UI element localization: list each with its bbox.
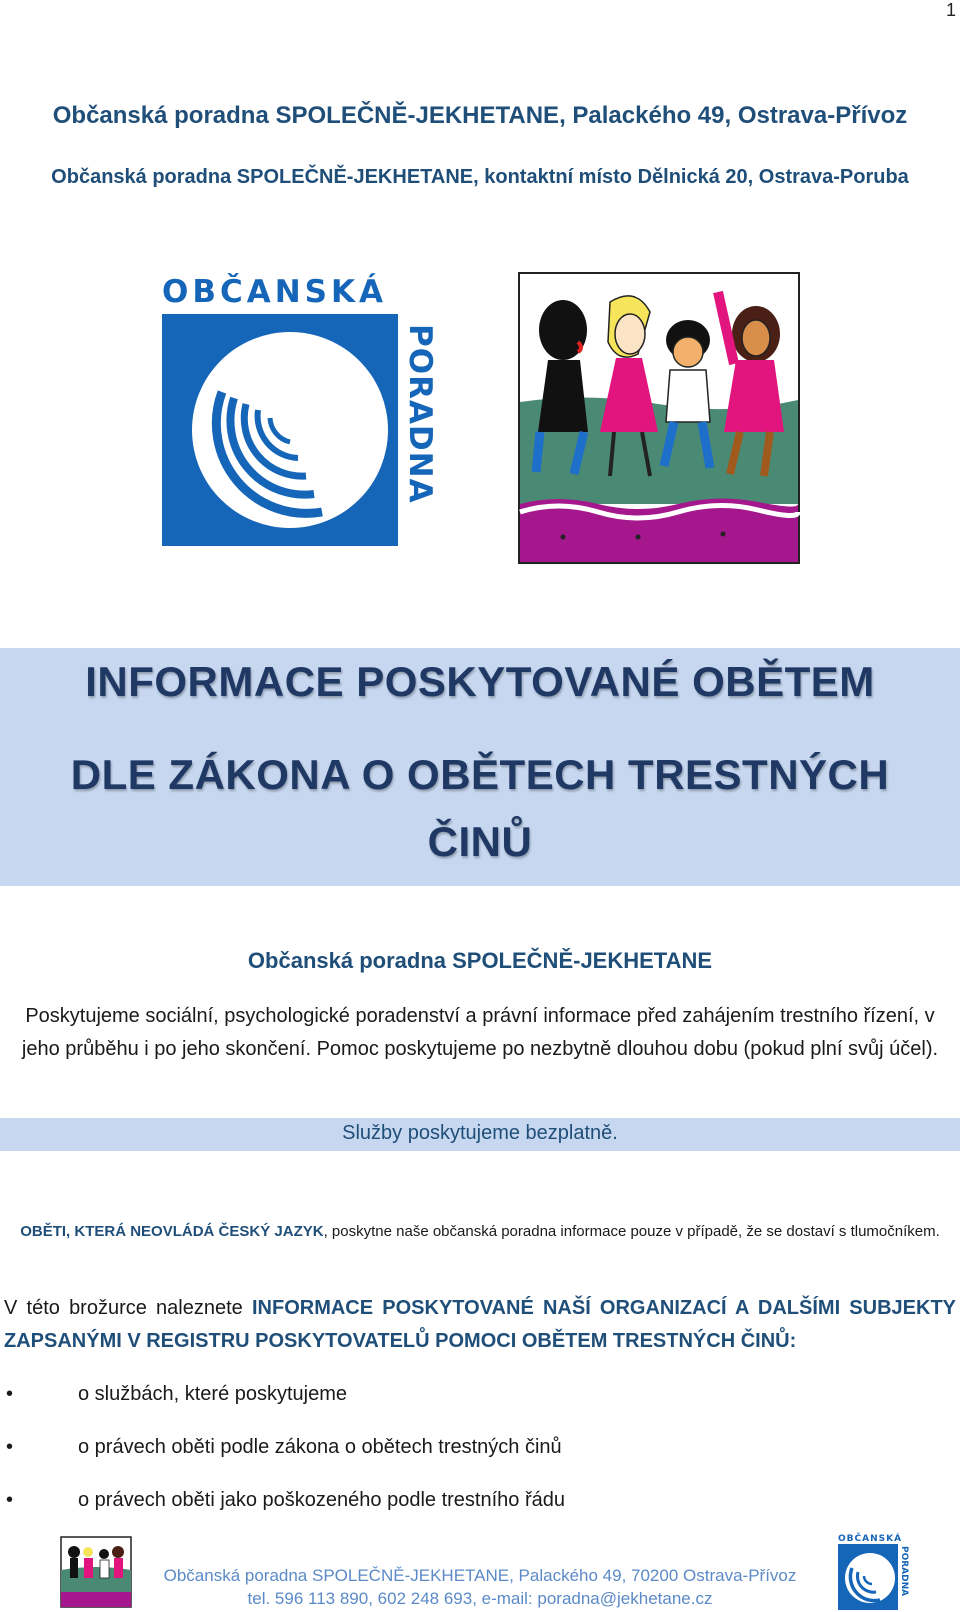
bullet-dot-icon: • [6,1489,14,1511]
footer-logo-top-word: OBČANSKÁ [838,1534,903,1544]
brochure-intro-bold: INFORMACE POSKYTOVANÉ NAŠÍ ORGANIZACÍ A DALŠÍMI SUBJEKTY ZAPSANÝMI V REGISTRU POSKYTOVATELŮ POMOCI OBĚTEM TRESTNÝCH ČINŮ: [4,1297,956,1352]
header-address-contact: Občanská poradna SPOLEČNĚ-JEKHETANE, kontaktní místo Dělnická 20, Ostrava-Poruba [51,166,909,188]
footer-contact: tel. 596 113 890, 602 248 693, e-mail: poradna@jekhetane.cz [247,1589,713,1608]
organization-name: Občanská poradna SPOLEČNĚ-JEKHETANE [247,948,713,973]
bullet-dot-icon: • [6,1383,14,1405]
services-description: Poskytujeme sociální, psychologické poradenství a právní informace před zahájením trestního řízení, v jeho průběhu i po jeho skončení. Pomoc poskytujeme po nezbytně dlouhou dobu (pokud plní svůj účel). [21,1005,939,1060]
page-number: 1 [945,0,956,20]
list-item [0,1484,960,1537]
logo-top-word: OBČANSKÁ [162,274,388,310]
main-title-line2: DLE ZÁKONA O OBĚTECH TRESTNÝCH [70,751,890,798]
list-item [0,1378,960,1431]
footer-address: Občanská poradna SPOLEČNĚ-JEKHETANE, Palackého 49, 70200 Ostrava-Přívoz [163,1566,797,1585]
list-item-text: o právech oběti jako poškozeného podle trestního řádu [78,1489,566,1511]
brochure-intro-prefix: V této brožurce naleznete [4,1297,252,1319]
non-czech-speaker-note-rest: , poskytne naše občanská poradna informace pouze v případě, že se dostaví s tlumočníkem. [323,1223,940,1240]
title-band [0,648,960,886]
topics-list [0,1378,960,1537]
bullet-dot-icon: • [6,1436,14,1458]
footer-logo-side-word: PORADNA [899,1546,909,1597]
main-title-line3: ČINŮ [427,818,533,865]
list-item [0,1431,960,1484]
free-services-text: Služby poskytujeme bezplatně. [342,1122,618,1144]
obcanska-poradna-logo [162,272,452,562]
jekhetane-children-illustration [518,272,800,564]
main-title-line1: INFORMACE POSKYTOVANÉ OBĚTEM [85,658,875,705]
logo-side-word: PORADNA [402,324,438,504]
brochure-intro [4,1292,956,1358]
list-item-text: o službách, které poskytujeme [78,1383,348,1405]
non-czech-speaker-note [20,1218,940,1245]
non-czech-speaker-note-bold: OBĚTI, KTERÁ NEOVLÁDÁ ČESKÝ JAZYK [20,1223,324,1240]
header-address-main: Občanská poradna SPOLEČNĚ-JEKHETANE, Palackého 49, Ostrava-Přívoz [52,102,908,129]
list-item-text: o právech oběti podle zákona o obětech trestných činů [78,1436,562,1458]
logo-white-circle [192,332,388,528]
